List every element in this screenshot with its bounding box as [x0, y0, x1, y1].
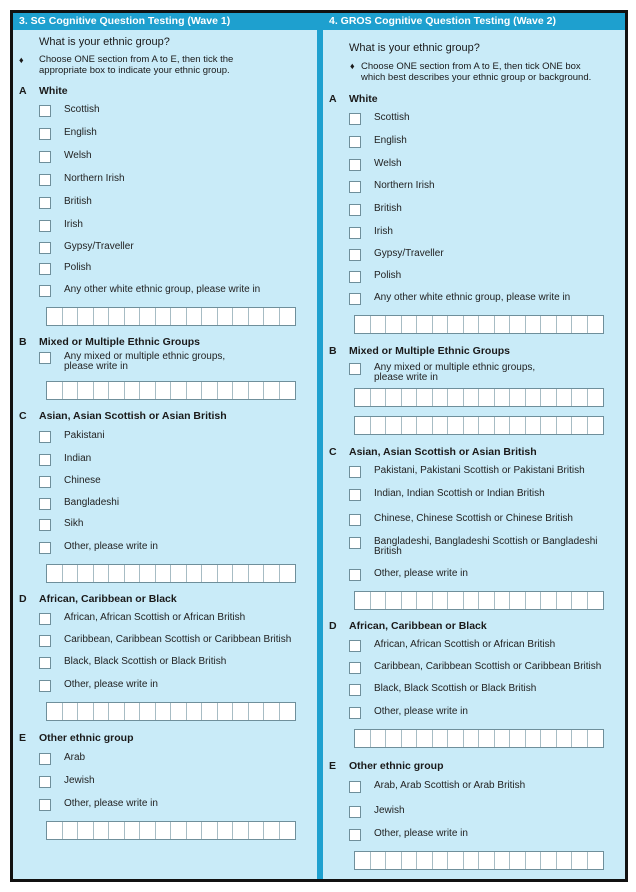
section-title-other: Other ethnic group — [349, 760, 444, 772]
checkbox[interactable] — [39, 454, 51, 466]
checkbox[interactable] — [349, 781, 361, 793]
option-jewish[interactable] — [39, 776, 95, 788]
section-title-mixed: Mixed or Multiple Ethnic Groups — [39, 336, 201, 348]
section-title-asian: Asian, Asian Scottish or Asian British — [39, 410, 227, 422]
checkbox[interactable] — [349, 271, 361, 283]
option-pakistani[interactable] — [349, 466, 585, 478]
option-english[interactable] — [39, 128, 97, 140]
instruction-line-2: appropriate box to indicate your ethnic group. — [39, 65, 230, 76]
checkbox[interactable] — [39, 753, 51, 765]
checkbox[interactable] — [349, 489, 361, 501]
section-letter: B — [19, 336, 27, 348]
write-in-box[interactable] — [354, 729, 604, 748]
option-label — [64, 352, 225, 372]
option-gypsy-traveller[interactable] — [349, 249, 444, 261]
checkbox[interactable] — [349, 159, 361, 171]
option-label: Polish — [64, 262, 92, 273]
checkbox[interactable] — [39, 151, 51, 163]
section-title-other: Other ethnic group — [39, 732, 134, 744]
option-label: Scottish — [64, 104, 100, 115]
diamond-bullet-icon: ♦ — [350, 61, 355, 71]
option-label: Sikh — [64, 518, 84, 529]
option-african[interactable] — [39, 613, 245, 625]
question-title: What is your ethnic group? — [349, 42, 480, 54]
option-indian[interactable] — [349, 489, 545, 501]
option-label: British — [374, 203, 402, 214]
write-in-box[interactable] — [354, 388, 604, 407]
checkbox[interactable] — [39, 680, 51, 692]
section-title-mixed: Mixed or Multiple Ethnic Groups — [349, 345, 511, 357]
option-label — [374, 363, 535, 383]
option-label: Jewish — [64, 775, 95, 786]
option-label: Other, please write in — [374, 706, 468, 717]
option-other-asian[interactable] — [349, 569, 468, 581]
column-header: 3. SG Cognitive Question Testing (Wave 1) — [13, 13, 317, 30]
write-in-box[interactable] — [46, 702, 296, 721]
option-british[interactable] — [349, 204, 402, 216]
option-label: Any other white ethnic group, please write in — [64, 284, 261, 295]
checkbox[interactable] — [349, 113, 361, 125]
option-caribbean[interactable] — [349, 662, 601, 674]
option-irish[interactable] — [39, 220, 83, 232]
option-other-white[interactable] — [349, 293, 570, 305]
write-in-box[interactable] — [354, 591, 604, 610]
write-in-box[interactable] — [354, 315, 604, 334]
option-label: Other, please write in — [64, 798, 158, 809]
section-title-african: African, Caribbean or Black — [349, 620, 487, 632]
option-label: Chinese — [64, 475, 101, 486]
option-label: Indian, Indian Scottish or Indian British — [374, 488, 545, 499]
checkbox[interactable] — [39, 352, 51, 364]
option-label: African, African Scottish or African British — [374, 639, 556, 650]
option-label-line-1: Any mixed or multiple ethnic groups, — [374, 362, 536, 373]
option-other-white[interactable] — [39, 285, 260, 297]
option-label: English — [374, 135, 407, 146]
checkbox[interactable] — [39, 542, 51, 554]
wave1-column — [13, 13, 317, 879]
checkbox[interactable] — [39, 431, 51, 443]
checkbox[interactable] — [349, 227, 361, 239]
checkbox[interactable] — [39, 242, 51, 254]
option-gypsy-traveller[interactable] — [39, 242, 134, 254]
write-in-box[interactable] — [46, 821, 296, 840]
option-label: Jewish — [374, 805, 405, 816]
option-other-ethnic[interactable] — [349, 829, 468, 841]
option-label: Pakistani, Pakistani Scottish or Pakistani British — [374, 465, 585, 476]
questionnaire-page — [10, 10, 628, 882]
checkbox[interactable] — [349, 829, 361, 841]
instruction-line-2: which best describes your ethnic group or background. — [361, 72, 592, 83]
checkbox[interactable] — [39, 476, 51, 488]
option-label: British — [64, 196, 92, 207]
option-label: Irish — [374, 226, 393, 237]
instruction-line-1: Choose ONE section from A to E, then tick ONE box — [361, 61, 581, 72]
checkbox[interactable] — [349, 249, 361, 261]
checkbox[interactable] — [349, 181, 361, 193]
checkbox[interactable] — [349, 293, 361, 305]
option-arab[interactable] — [349, 781, 525, 793]
option-irish[interactable] — [349, 227, 393, 239]
checkbox[interactable] — [349, 569, 361, 581]
checkbox[interactable] — [39, 519, 51, 531]
option-label: Gypsy/Traveller — [374, 248, 444, 259]
section-letter: A — [19, 85, 27, 97]
option-other-african[interactable] — [39, 680, 158, 692]
option-chinese[interactable] — [349, 514, 573, 526]
option-african[interactable] — [349, 640, 555, 652]
checkbox[interactable] — [349, 136, 361, 148]
section-title-white: White — [39, 85, 68, 97]
option-label: Indian — [64, 453, 92, 464]
option-label: Other, please write in — [64, 541, 158, 552]
section-title-african: African, Caribbean or Black — [39, 593, 177, 605]
checkbox[interactable] — [349, 466, 361, 478]
checkbox[interactable] — [349, 707, 361, 719]
option-label: Polish — [374, 270, 402, 281]
write-in-box-second-line[interactable] — [354, 416, 604, 435]
option-scottish[interactable] — [39, 105, 100, 117]
checkbox[interactable] — [39, 197, 51, 209]
write-in-box[interactable] — [46, 307, 296, 326]
option-welsh[interactable] — [349, 159, 402, 171]
write-in-box[interactable] — [46, 564, 296, 583]
checkbox[interactable] — [39, 799, 51, 811]
option-label: Arab, Arab Scottish or Arab British — [374, 780, 526, 791]
checkbox[interactable] — [39, 776, 51, 788]
checkbox[interactable] — [349, 806, 361, 818]
option-polish[interactable] — [39, 263, 91, 275]
checkbox[interactable] — [39, 128, 51, 140]
option-label: African, African Scottish or African British — [64, 612, 246, 623]
option-other-ethnic[interactable] — [39, 799, 158, 811]
write-in-box[interactable] — [46, 381, 296, 400]
option-label: Black, Black Scottish or Black British — [64, 656, 227, 667]
section-letter: E — [19, 732, 27, 744]
option-other-asian[interactable] — [39, 542, 158, 554]
option-jewish[interactable] — [349, 806, 405, 818]
option-bangladeshi[interactable] — [349, 537, 598, 557]
option-polish[interactable] — [349, 271, 401, 283]
option-label-line-2: please write in — [64, 361, 128, 372]
option-mixed-write-in[interactable] — [39, 352, 225, 372]
option-label: Black, Black Scottish or Black British — [374, 683, 537, 694]
option-label: Other, please write in — [374, 568, 468, 579]
option-english[interactable] — [349, 136, 407, 148]
option-indian[interactable] — [39, 454, 91, 466]
checkbox[interactable] — [39, 174, 51, 186]
option-label: English — [64, 127, 97, 138]
option-label-line-2: British — [374, 546, 402, 557]
diamond-bullet-icon: ♦ — [19, 55, 24, 65]
option-label: Irish — [64, 219, 83, 230]
option-label: Bangladeshi — [64, 497, 120, 508]
section-letter: E — [329, 760, 337, 772]
option-label: Northern Irish — [64, 173, 125, 184]
checkbox[interactable] — [39, 613, 51, 625]
option-label: Any other white ethnic group, please write in — [374, 292, 571, 303]
checkbox[interactable] — [39, 263, 51, 275]
option-northern-irish[interactable] — [349, 181, 435, 193]
option-chinese[interactable] — [39, 476, 101, 488]
option-scottish[interactable] — [349, 113, 410, 125]
option-arab[interactable] — [39, 753, 85, 765]
option-sikh[interactable] — [39, 519, 83, 531]
section-title-asian: Asian, Asian Scottish or Asian British — [349, 446, 537, 458]
checkbox[interactable] — [39, 657, 51, 669]
checkbox[interactable] — [349, 514, 361, 526]
option-label: Caribbean, Caribbean Scottish or Caribbean British — [64, 634, 292, 645]
option-black[interactable] — [39, 657, 226, 669]
option-mixed-write-in[interactable] — [349, 363, 535, 383]
option-pakistani[interactable] — [39, 431, 105, 443]
option-black[interactable] — [349, 684, 536, 696]
section-letter: B — [329, 345, 337, 357]
checkbox[interactable] — [349, 363, 361, 375]
checkbox[interactable] — [39, 105, 51, 117]
option-label-line-2: please write in — [374, 372, 438, 383]
checkbox[interactable] — [349, 640, 361, 652]
option-other-african[interactable] — [349, 707, 468, 719]
option-label: Gypsy/Traveller — [64, 241, 134, 252]
option-label: Caribbean, Caribbean Scottish or Caribbean British — [374, 661, 602, 672]
section-letter: D — [329, 620, 337, 632]
checkbox[interactable] — [39, 498, 51, 510]
write-in-box[interactable] — [354, 851, 604, 870]
option-label: Other, please write in — [64, 679, 158, 690]
section-letter: D — [19, 593, 27, 605]
checkbox[interactable] — [39, 220, 51, 232]
option-bangladeshi[interactable] — [39, 498, 119, 510]
section-title-white: White — [349, 93, 378, 105]
section-letter: A — [329, 93, 337, 105]
checkbox[interactable] — [349, 537, 361, 549]
option-label: Pakistani — [64, 430, 105, 441]
option-label: Arab — [64, 752, 86, 763]
option-label: Welsh — [64, 150, 92, 161]
checkbox[interactable] — [349, 204, 361, 216]
option-caribbean[interactable] — [39, 635, 291, 647]
section-letter: C — [19, 410, 27, 422]
option-label: Scottish — [374, 112, 410, 123]
question-title: What is your ethnic group? — [39, 36, 170, 48]
option-northern-irish[interactable] — [39, 174, 125, 186]
checkbox[interactable] — [349, 684, 361, 696]
option-label-line-1: Any mixed or multiple ethnic groups, — [64, 351, 226, 362]
option-welsh[interactable] — [39, 151, 92, 163]
section-letter: C — [329, 446, 337, 458]
column-header: 4. GROS Cognitive Question Testing (Wave 2) — [323, 13, 625, 30]
option-label: Chinese, Chinese Scottish or Chinese British — [374, 513, 573, 524]
checkbox[interactable] — [39, 285, 51, 297]
option-label: Other, please write in — [374, 828, 468, 839]
checkbox[interactable] — [349, 662, 361, 674]
wave2-column — [323, 13, 625, 879]
option-label — [374, 537, 598, 557]
option-label: Northern Irish — [374, 180, 435, 191]
option-label: Welsh — [374, 158, 402, 169]
checkbox[interactable] — [39, 635, 51, 647]
option-british[interactable] — [39, 197, 92, 209]
option-label-line-1: Bangladeshi, Bangladeshi Scottish or Bangladeshi — [374, 536, 598, 547]
instruction-line-1: Choose ONE section from A to E, then tick the — [39, 54, 234, 65]
